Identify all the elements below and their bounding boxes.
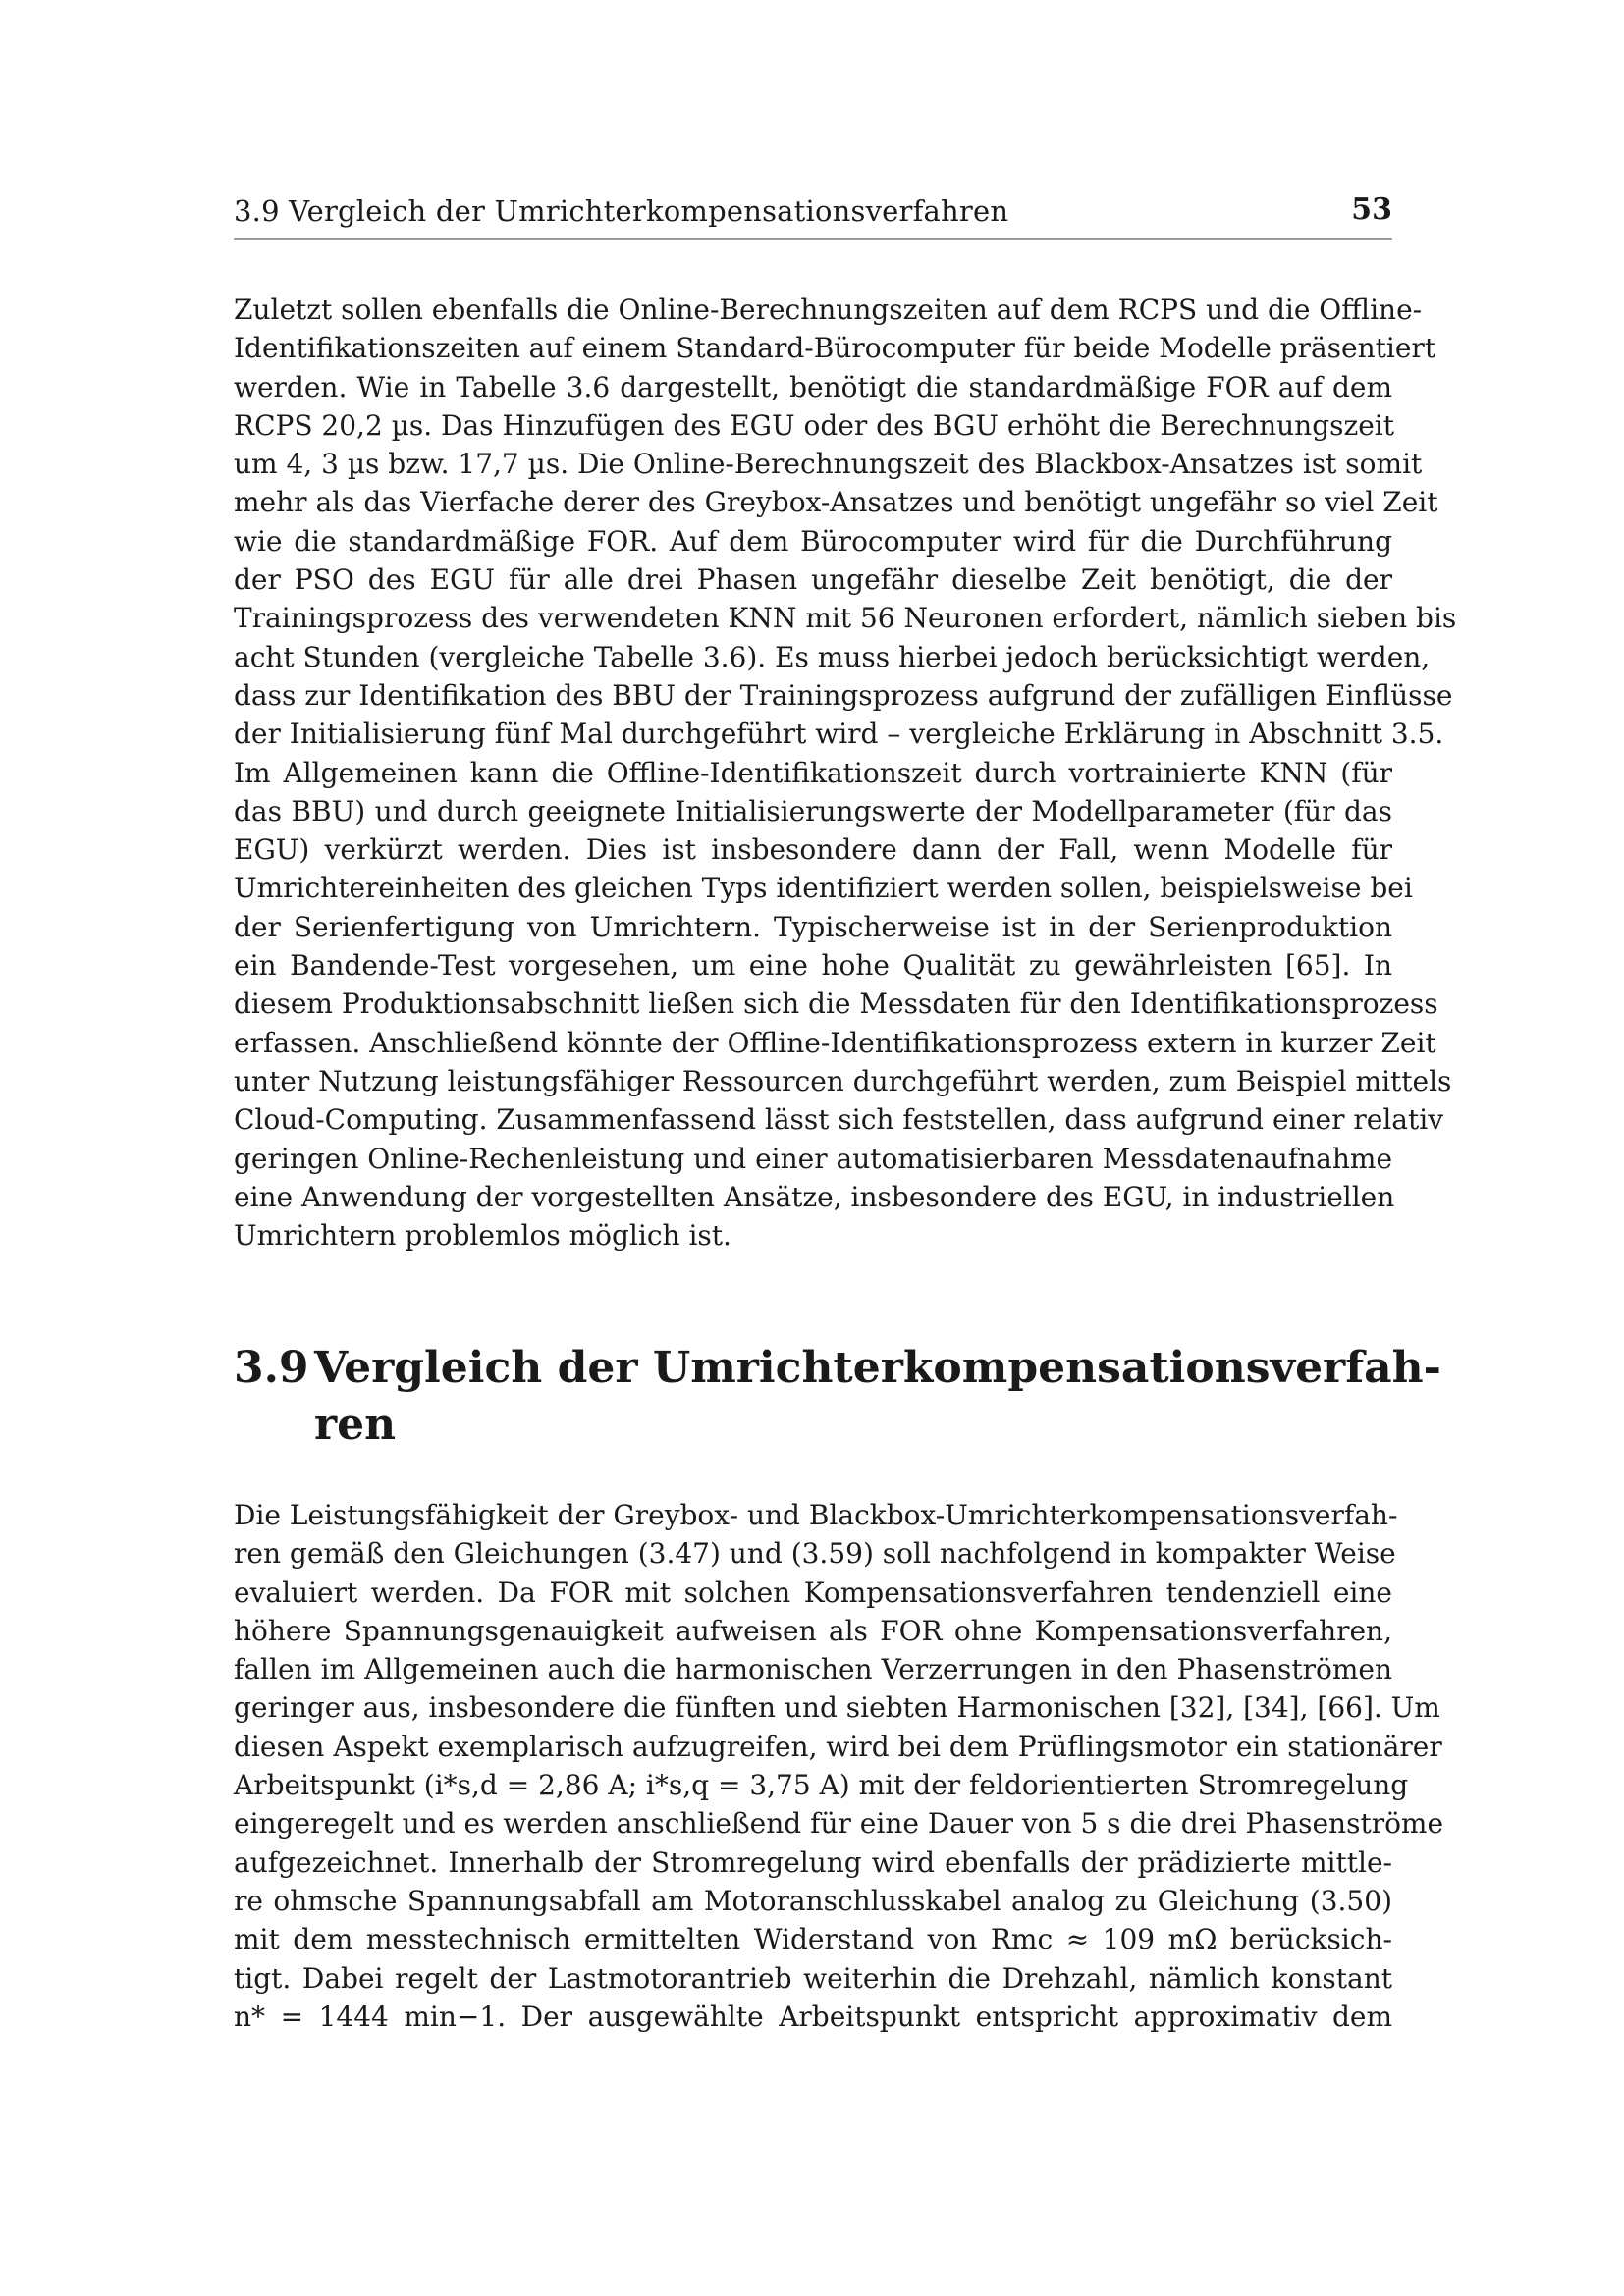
text-line: mehr als das Vierfache derer des Greybox-Ansatzes und benötigt ungefähr so viel Zeit <box>234 486 1438 519</box>
text-line: der PSO des EGU für alle drei Phasen ungefähr dieselbe Zeit benötigt, die der <box>234 563 1392 597</box>
text-line: Zuletzt sollen ebenfalls die Online-Berechnungszeiten auf dem RCPS und die Offline- <box>234 294 1423 326</box>
text-line: n* = 1444 min−1. Der ausgewählte Arbeitspunkt entspricht approximativ dem <box>234 2000 1392 2033</box>
text-line: erfassen. Anschließend könnte der Offline-Identifikationsprozess extern in kurzer Zeit <box>234 1026 1436 1059</box>
text-line: geringer aus, insbesondere die fünften und siebten Harmonischen [32], [34], [66]. Um <box>234 1691 1440 1725</box>
text-line: Cloud-Computing. Zusammenfassend lässt sich feststellen, dass aufgrund einer relativ <box>234 1103 1444 1137</box>
text-line: eine Anwendung der vorgestellten Ansätze, insbesondere des EGU, in industriellen <box>234 1180 1395 1213</box>
text-line: dass zur Identifikation des BBU der Trainingsprozess aufgrund der zufälligen Einflüsse <box>234 678 1453 712</box>
text-line: geringen Online-Rechenleistung und einer automatisierbaren Messdatenaufnahme <box>234 1142 1393 1175</box>
text-line: EGU) verkürzt werden. Dies ist insbesondere dann der Fall, wenn Modelle für <box>234 833 1392 867</box>
text-line: unter Nutzung leistungsfähiger Ressourcen durchgeführt werden, zum Beispiel mittels <box>234 1064 1452 1097</box>
text-line: Umrichtereinheiten des gleichen Typs identifiziert werden sollen, beispielsweise bei <box>234 872 1413 905</box>
text-line: Im Allgemeinen kann die Offline-Identifikationszeit durch vortrainierte KNN (für <box>234 756 1392 789</box>
text-line: wie die standardmäßige FOR. Auf dem Bürocomputer wird für die Durchführung <box>234 524 1392 558</box>
text-line: re ohmsche Spannungsabfall am Motoranschlusskabel analog zu Gleichung (3.50) <box>234 1884 1392 1917</box>
section-title-line: Vergleich der Umrichterkompensationsverfah- <box>314 1343 1441 1393</box>
text-line: höhere Spannungsgenauigkeit aufweisen als FOR ohne Kompensationsverfahren, <box>234 1614 1392 1647</box>
text-line: fallen im Allgemeinen auch die harmonischen Verzerrungen in den Phasenströmen <box>234 1653 1392 1686</box>
paragraph-online-times <box>234 291 1457 1255</box>
running-title: 3.9 Vergleich der Umrichterkompensationsverfahren <box>234 194 1009 228</box>
text-line: ren gemäß den Gleichungen (3.47) und (3.59) soll nachfolgend in kompakter Weise <box>234 1537 1396 1571</box>
text-line: eingeregelt und es werden anschließend für eine Dauer von 5 s die drei Phasenströme <box>234 1807 1444 1841</box>
text-line: tigt. Dabei regelt der Lastmotorantrieb weiterhin die Drehzahl, nämlich konstant <box>234 1961 1392 1995</box>
page-number: 53 <box>1351 192 1392 227</box>
section-number: 3.9 <box>234 1343 309 1393</box>
text-line: werden. Wie in Tabelle 3.6 dargestellt, benötigt die standardmäßige FOR auf dem <box>234 370 1392 403</box>
text-line: das BBU) und durch geeignete Initialisierungswerte der Modellparameter (für das <box>234 794 1392 828</box>
text-line: acht Stunden (vergleiche Tabelle 3.6). Es muss hierbei jedoch berücksichtigt werden, <box>234 640 1431 673</box>
text-line: Identifikationszeiten auf einem Standard-Bürocomputer für beide Modelle präsentiert <box>234 332 1436 365</box>
text-line: Umrichtern problemlos möglich ist. <box>234 1219 731 1253</box>
paragraph-comparison <box>234 1496 1444 2036</box>
text-line: mit dem messtechnisch ermittelten Widerstand von Rmc ≈ 109 mΩ berücksich- <box>234 1923 1392 1956</box>
section-title-line: ren <box>314 1400 397 1450</box>
text-line: ein Bandende-Test vorgesehen, um eine hohe Qualität zu gewährleisten [65]. In <box>234 949 1392 983</box>
text-line: RCPS 20,2 µs. Das Hinzufügen des EGU oder des BGU erhöht die Berechnungszeit <box>234 408 1395 442</box>
text-line: Arbeitspunkt (i*s,d = 2,86 A; i*s,q = 3,75 A) mit der feldorientierten Stromregelung <box>234 1769 1409 1802</box>
text-line: der Serienfertigung von Umrichtern. Typischerweise ist in der Serienproduktion <box>234 910 1392 943</box>
text-line: der Initialisierung fünf Mal durchgeführt wird – vergleiche Erklärung in Abschnitt 3.5. <box>234 718 1444 751</box>
text-line: Trainingsprozess des verwendeten KNN mit 56 Neuronen erfordert, nämlich sieben bis <box>234 602 1457 635</box>
text-line: diesen Aspekt exemplarisch aufzugreifen, wird bei dem Prüflingsmotor ein stationärer <box>234 1730 1442 1763</box>
text-line: Die Leistungsfähigkeit der Greybox- und Blackbox-Umrichterkompensationsverfah- <box>234 1499 1398 1531</box>
text-line: diesem Produktionsabschnitt ließen sich die Messdaten für den Identifikationsprozess <box>234 988 1438 1021</box>
running-header <box>234 188 1392 240</box>
text-line: evaluiert werden. Da FOR mit solchen Kompensationsverfahren tendenziell eine <box>234 1575 1392 1609</box>
text-line: um 4, 3 µs bzw. 17,7 µs. Die Online-Berechnungszeit des Blackbox-Ansatzes ist somit <box>234 448 1423 481</box>
text-line: aufgezeichnet. Innerhalb der Stromregelung wird ebenfalls der prädizierte mittle- <box>234 1845 1392 1879</box>
